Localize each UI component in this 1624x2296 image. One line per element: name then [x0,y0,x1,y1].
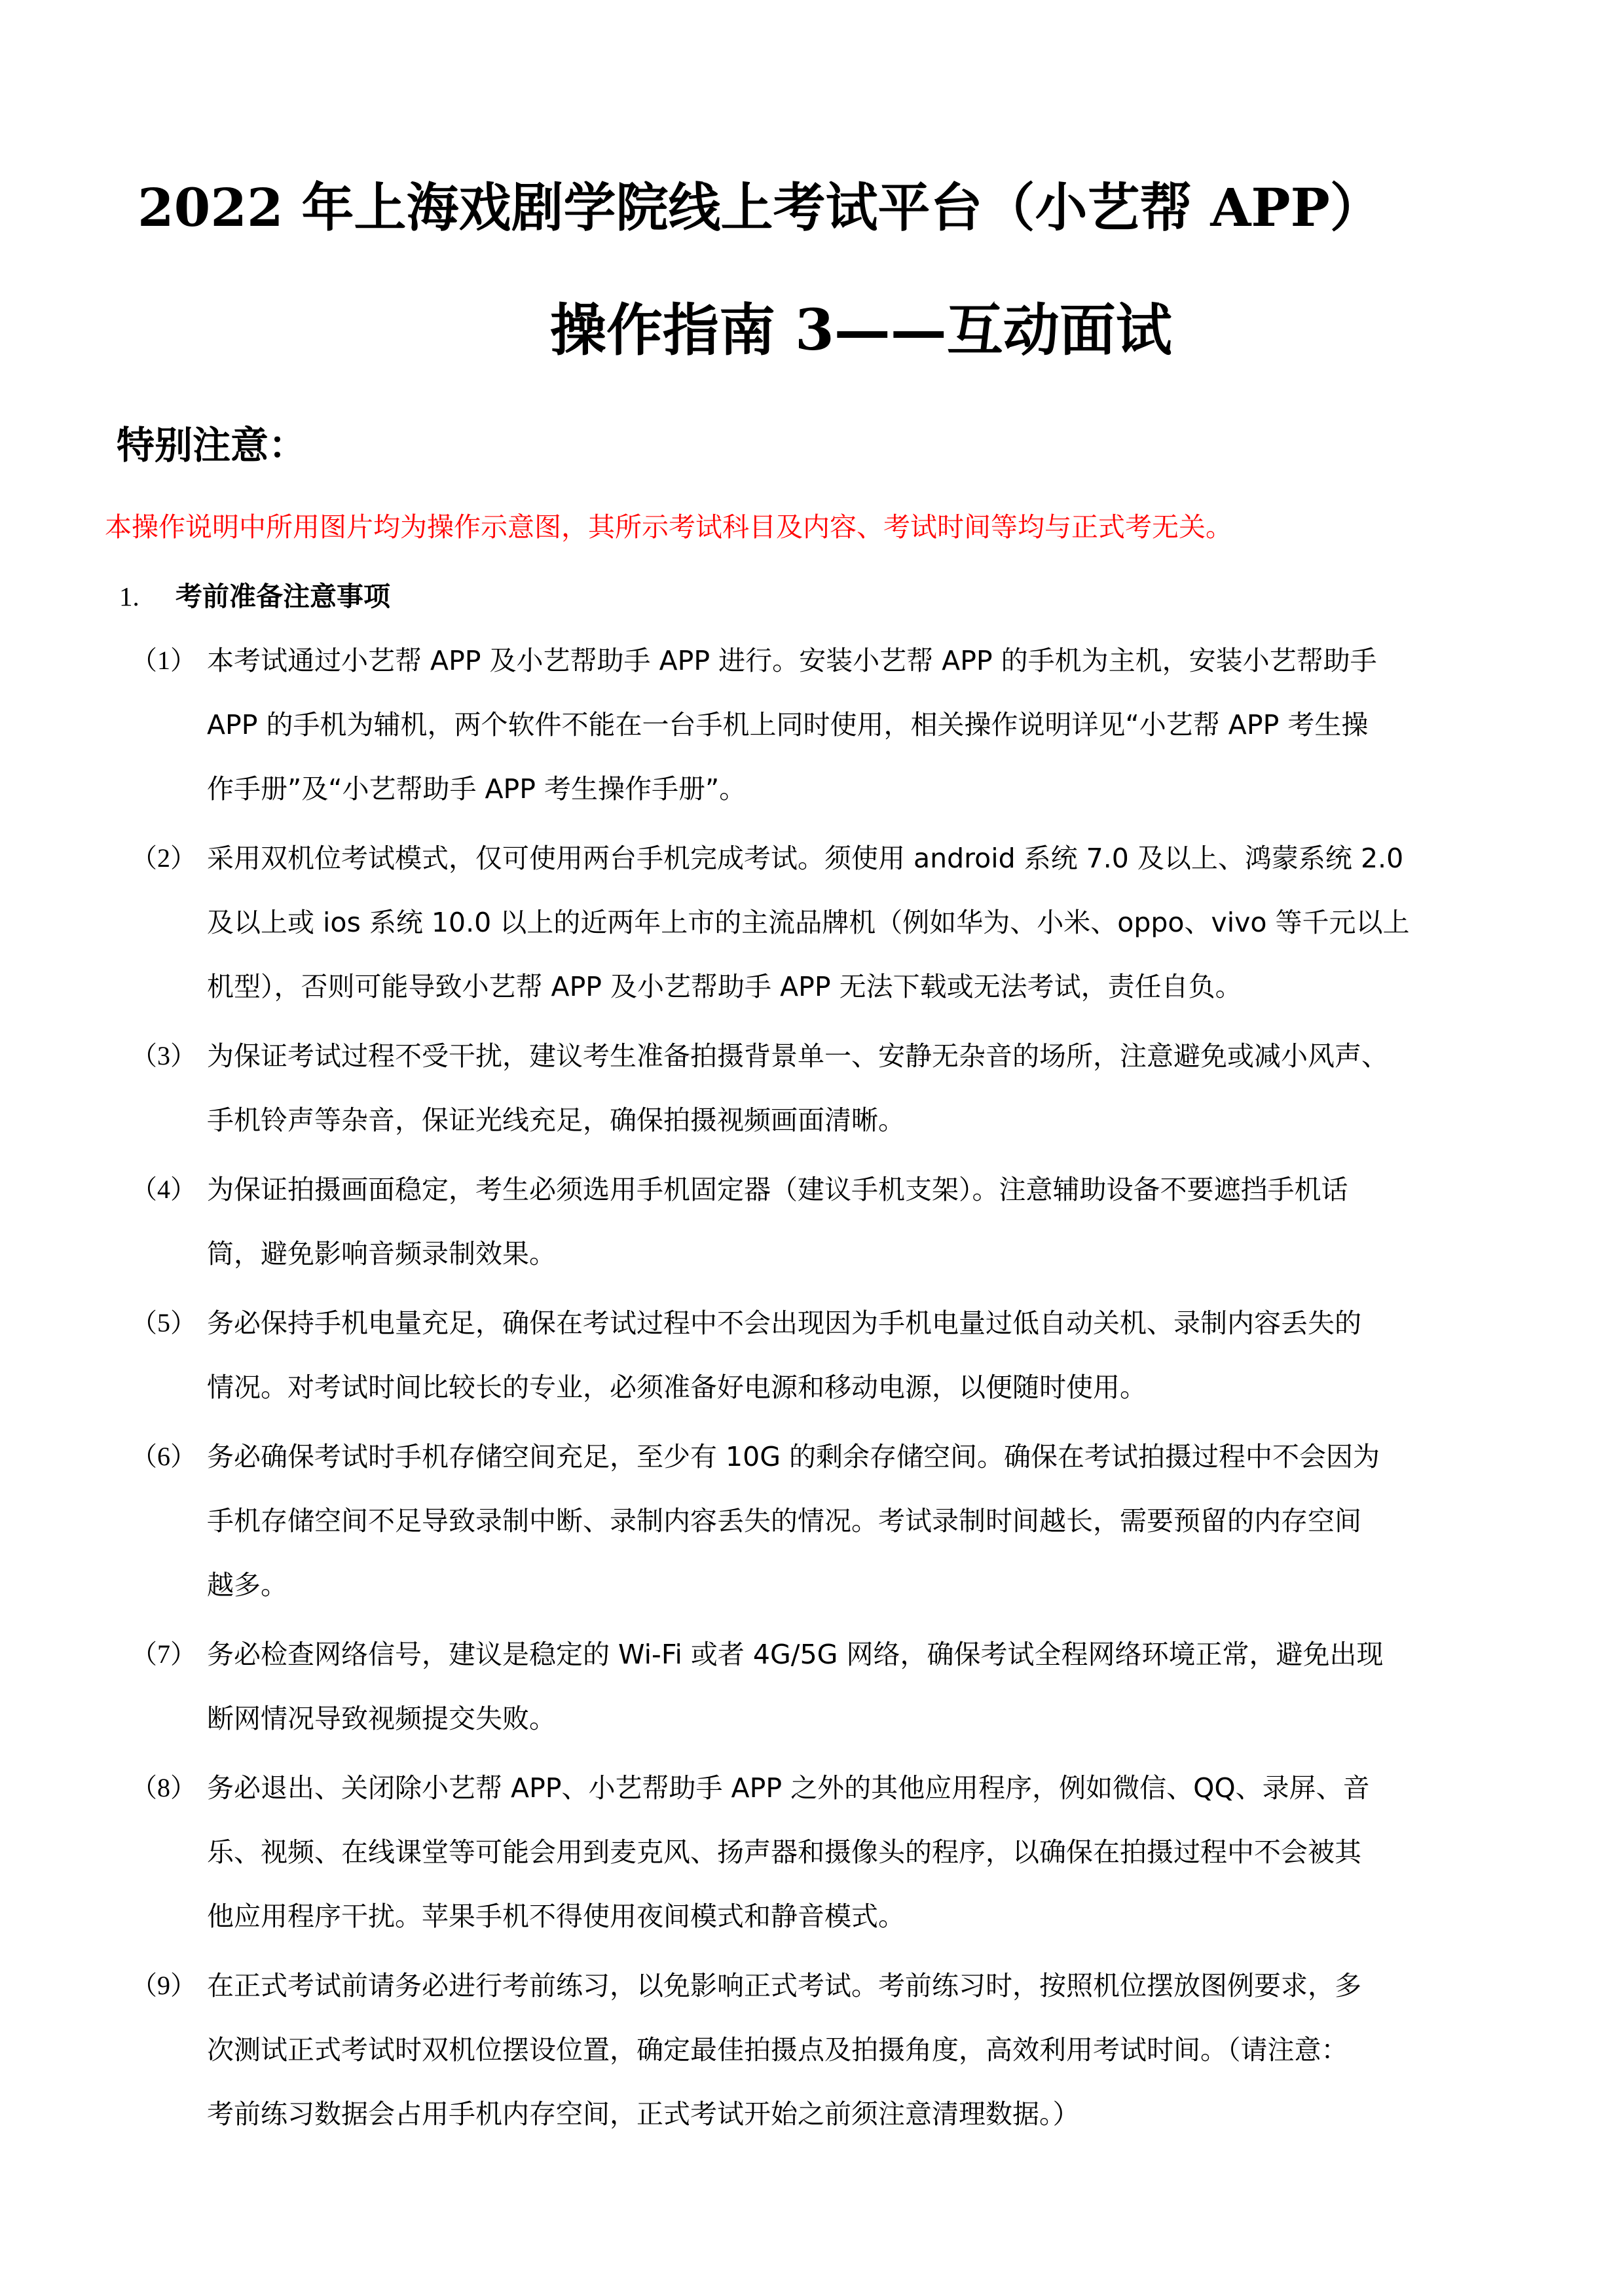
list-item-text: 及以上或 ios 系统 10.0 以上的近两年上市的主流品牌机（例如华为、小米、oppo、vivo 等千元以上 [207,907,1410,938]
list-item-text: 他应用程序干扰。苹果手机不得使用夜间模式和静音模式。 [207,1901,905,1932]
list-item-text: 乐、视频、在线课堂等可能会用到麦克风、扬声器和摄像头的程序，以确保在拍摄过程中不会被其 [207,1836,1361,1868]
list-item-text: 在正式考试前请务必进行考前练习，以免影响正式考试。考前练习时，按照机位摆放图例要求，多 [207,1970,1361,2001]
list-item-number: （8） [131,1773,196,1802]
list-item-text: 务必退出、关闭除小艺帮 APP、小艺帮助手 APP 之外的其他应用程序，例如微信、QQ、录屏、音 [207,1772,1370,1804]
section-heading [119,574,390,619]
list-item-text: 手机铃声等杂音，保证光线充足，确保拍摄视频画面清晰。 [207,1104,905,1136]
list-item-text: 作手册”及“小艺帮助手 APP 考生操作手册”。 [207,773,747,805]
special-notice-heading: 特别注意： [117,423,307,467]
list-item-text: 采用双机位考试模式，仅可使用两台手机完成考试。须使用 android 系统 7.0 及以上、鸿蒙系统 2.0 [207,843,1404,874]
list-item [0,1291,1624,1419]
list-item-text: 务必确保考试时手机存储空间充足，至少有 10G 的剩余存储空间。确保在考试拍摄过程中不会因为 [207,1441,1380,1472]
list-item-text: 务必保持手机电量充足，确保在考试过程中不会出现因为手机电量过低自动关机、录制内容丢失的 [207,1307,1361,1339]
list-item-text: 越多。 [207,1569,287,1601]
list-item-text: 为保证拍摄画面稳定，考生必须选用手机固定器（建议手机支架）。注意辅助设备不要遮挡手机话 [207,1174,1348,1205]
list-item-number: （3） [131,1041,196,1070]
list-item-text: 手机存储空间不足导致录制中断、录制内容丢失的情况。考试录制时间越长，需要预留的内存空间 [207,1505,1361,1537]
list-item-number: （2） [131,843,196,873]
red-disclaimer-text: 本操作说明中所用图片均为操作示意图，其所示考试科目及内容、考试时间等均与正式考无关。 [105,511,1232,543]
list-item-number: （7） [131,1639,196,1669]
list-item [0,1024,1624,1152]
list-item-text: 机型），否则可能导致小艺帮 APP 及小艺帮助手 APP 无法下载或无法考试，责任自负。 [207,971,1242,1002]
list-item [0,1756,1624,1948]
document-title-line1: 2022 年上海戏剧学院线上考试平台（小艺帮 APP） [138,177,1382,238]
list-item-number: （4） [131,1175,196,1204]
precaution-list [0,629,1624,2151]
list-item-text: 情况。对考试时间比较长的专业，必须准备好电源和移动电源，以便随时使用。 [207,1372,1147,1403]
section-number: 1. [119,581,139,611]
list-item-text: APP 的手机为辅机，两个软件不能在一台手机上同时使用，相关操作说明详见“小艺帮 APP 考生操 [207,709,1369,740]
list-item-number: （6） [131,1442,196,1471]
list-item-text: 断网情况导致视频提交失败。 [207,1703,556,1734]
list-item-text: 考前练习数据会占用手机内存空间，正式考试开始之前须注意清理数据。） [207,2098,1080,2130]
list-item-number: （9） [131,1971,196,2000]
list-item-number: （5） [131,1308,196,1338]
list-item [0,1157,1624,1286]
list-item [0,826,1624,1019]
list-item [0,1954,1624,2146]
list-item-text: 本考试通过小艺帮 APP 及小艺帮助手 APP 进行。安装小艺帮 APP 的手机为主机，安装小艺帮助手 [207,645,1377,676]
list-item-number: （1） [131,646,196,675]
list-item-text: 筒，避免影响音频录制效果。 [207,1238,556,1269]
list-item [0,629,1624,821]
list-item [0,1622,1624,1751]
list-item [0,1425,1624,1617]
document-title-line2: 操作指南 3——互动面试 [550,297,1172,363]
list-item-text: 次测试正式考试时双机位摆设位置，确定最佳拍摄点及拍摄角度，高效利用考试时间。（请注意： [207,2034,1348,2066]
list-item-text: 务必检查网络信号，建议是稳定的 Wi-Fi 或者 4G/5G 网络，确保考试全程网络环境正常，避免出现 [207,1639,1384,1670]
list-item-text: 为保证考试过程不受干扰，建议考生准备拍摄背景单一、安静无杂音的场所，注意避免或减小风声、 [207,1040,1388,1072]
section-title: 考前准备注意事项 [175,581,390,612]
